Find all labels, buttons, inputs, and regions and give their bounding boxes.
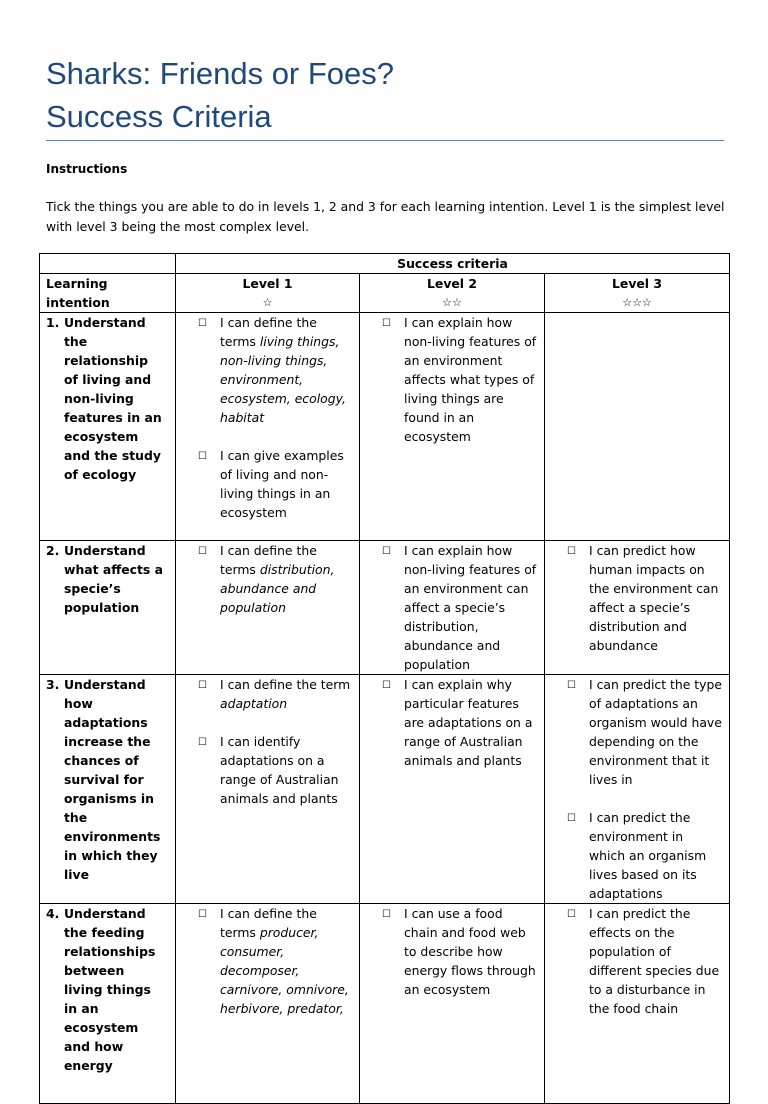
- criterion-text-plain: I can predict how human impacts on the environment can affect a specie’s distribution and abundance: [589, 543, 719, 653]
- criterion-text: [583, 675, 723, 789]
- criterion-text: [398, 904, 538, 999]
- level-2-label: Level 2: [427, 276, 477, 291]
- level-3-cell: [545, 904, 730, 1104]
- header-blank-cell: [40, 254, 176, 274]
- intention-number: 2.: [46, 543, 60, 558]
- criterion-text-plain: I can explain why particular features are adaptations on a range of Australian animals and plants: [404, 677, 533, 768]
- instructions-heading: Instructions: [46, 162, 128, 176]
- checkbox-icon[interactable]: ☐: [382, 680, 391, 691]
- level-2-header: [360, 274, 545, 313]
- criterion-item: [176, 541, 353, 617]
- intention-text: Understand how adaptations increase the chances of survival for organisms in the environments in which they live: [64, 677, 161, 882]
- criterion-item: [360, 675, 538, 770]
- level-1-cell: [176, 313, 360, 541]
- level-3-header: [545, 274, 730, 313]
- criterion-text-plain: I can use a food chain and food web to describe how energy flows through an ecosystem: [404, 906, 536, 997]
- level-1-cell: [176, 541, 360, 675]
- criterion-text-plain: I can predict the type of adaptations an organism would have depending on the environment that it lives in: [589, 677, 722, 787]
- criterion-text: [398, 313, 538, 446]
- criterion-text-plain: I can explain how non-living features of an environment affects what types of living things are found in an ecosystem: [404, 315, 537, 444]
- criterion-item: [176, 675, 353, 713]
- criterion-text-plain: I can define the term: [220, 677, 351, 692]
- title-divider: [46, 140, 724, 141]
- intention-number: 4.: [46, 906, 60, 921]
- criterion-item: [176, 732, 353, 808]
- learning-intention-header: Learning intention: [40, 274, 176, 313]
- criterion-item: [360, 541, 538, 674]
- level-2-cell: [360, 541, 545, 675]
- checkbox-icon[interactable]: ☐: [198, 680, 207, 691]
- learning-intention-cell: [40, 904, 176, 1104]
- success-criteria-table: [39, 253, 730, 1104]
- table-row: [40, 541, 730, 675]
- criterion-text: [583, 904, 723, 1018]
- learning-intention-cell: [40, 313, 176, 541]
- level-2-cell: [360, 904, 545, 1104]
- checkbox-icon[interactable]: ☐: [198, 909, 207, 920]
- checkbox-icon[interactable]: ☐: [567, 680, 576, 691]
- criterion-item: [545, 904, 723, 1018]
- criterion-item: [545, 808, 723, 903]
- level-3-stars: ☆☆☆: [622, 296, 652, 309]
- intention-text: Understand what affects a specie’s population: [64, 543, 163, 615]
- table-row: [40, 904, 730, 1104]
- level-3-label: Level 3: [612, 276, 662, 291]
- level-1-header: [176, 274, 360, 313]
- criterion-item: [176, 313, 353, 427]
- criterion-item: [360, 313, 538, 446]
- level-1-cell: [176, 904, 360, 1104]
- checkbox-icon[interactable]: ☐: [198, 451, 207, 462]
- level-1-label: Level 1: [242, 276, 293, 291]
- level-3-cell: [545, 313, 730, 541]
- table-row: [40, 675, 730, 904]
- criterion-text: [214, 675, 353, 713]
- table-row: [40, 313, 730, 541]
- criterion-text-plain: I can identify adaptations on a range of Australian animals and plants: [220, 734, 339, 806]
- criterion-text: [398, 675, 538, 770]
- level-2-stars: ☆☆: [442, 296, 462, 309]
- intention-number: 1.: [46, 315, 60, 330]
- criterion-text-plain: I can define the terms: [220, 315, 317, 349]
- level-1-stars: ☆: [262, 296, 273, 309]
- title-line-1: Sharks: Friends or Foes?: [46, 56, 395, 91]
- checkbox-icon[interactable]: ☐: [567, 813, 576, 824]
- checkbox-icon[interactable]: ☐: [198, 318, 207, 329]
- level-2-cell: [360, 675, 545, 904]
- criterion-text-italic: adaptation: [220, 696, 288, 711]
- criterion-text: [214, 313, 353, 427]
- criterion-text-plain: I can predict the environment in which an organism lives based on its adaptations: [589, 810, 707, 901]
- checkbox-icon[interactable]: ☐: [567, 909, 576, 920]
- criterion-text: [214, 732, 353, 808]
- criterion-text-italic: living things, non-living things, environment, ecosystem, ecology, habitat: [220, 334, 346, 425]
- criterion-item: [176, 904, 353, 1018]
- level-1-cell: [176, 675, 360, 904]
- criterion-text-plain: I can define the terms: [220, 543, 317, 577]
- checkbox-icon[interactable]: ☐: [382, 546, 391, 557]
- intention-text: Understand the feeding relationships between living things in an ecosystem and how energy: [64, 906, 156, 1073]
- document-title: [46, 52, 726, 138]
- criterion-text-plain: I can predict the effects on the population of different species due to a disturbance in the food chain: [589, 906, 720, 1016]
- title-line-2: Success Criteria: [46, 99, 272, 134]
- checkbox-icon[interactable]: ☐: [198, 737, 207, 748]
- criterion-text-italic: producer, consumer, decomposer, carnivore, omnivore, herbivore, predator,: [220, 925, 349, 1016]
- criterion-text: [583, 541, 723, 655]
- intention-text: Understand the relationship of living and non-living features in an ecosystem and the study of ecology: [64, 315, 162, 482]
- criterion-item: [360, 904, 538, 999]
- learning-intention-cell: [40, 675, 176, 904]
- level-2-cell: [360, 313, 545, 541]
- criterion-text-plain: I can define the terms: [220, 906, 317, 940]
- criterion-text: [214, 904, 353, 1018]
- criterion-text: [214, 541, 353, 617]
- level-3-cell: [545, 675, 730, 904]
- checkbox-icon[interactable]: ☐: [382, 318, 391, 329]
- criterion-text: [398, 541, 538, 674]
- checkbox-icon[interactable]: ☐: [198, 546, 207, 557]
- level-3-cell: [545, 541, 730, 675]
- criterion-item: [176, 446, 353, 522]
- criterion-item: [545, 675, 723, 789]
- criterion-item: [545, 541, 723, 655]
- learning-intention-cell: [40, 541, 176, 675]
- criterion-text-plain: I can explain how non-living features of an environment can affect a specie’s distribution, abundance and population: [404, 543, 537, 672]
- checkbox-icon[interactable]: ☐: [382, 909, 391, 920]
- intention-number: 3.: [46, 677, 60, 692]
- criterion-text-italic: distribution, abundance and population: [220, 562, 335, 615]
- criterion-text: [583, 808, 723, 903]
- success-criteria-header: Success criteria: [176, 254, 730, 274]
- instructions-text: Tick the things you are able to do in levels 1, 2 and 3 for each learning intention. Level 1 is the simplest level with level 3 being the most complex level.: [46, 199, 725, 234]
- criterion-text: [214, 446, 353, 522]
- checkbox-icon[interactable]: ☐: [567, 546, 576, 557]
- criterion-text-plain: I can give examples of living and non-living things in an ecosystem: [220, 448, 344, 520]
